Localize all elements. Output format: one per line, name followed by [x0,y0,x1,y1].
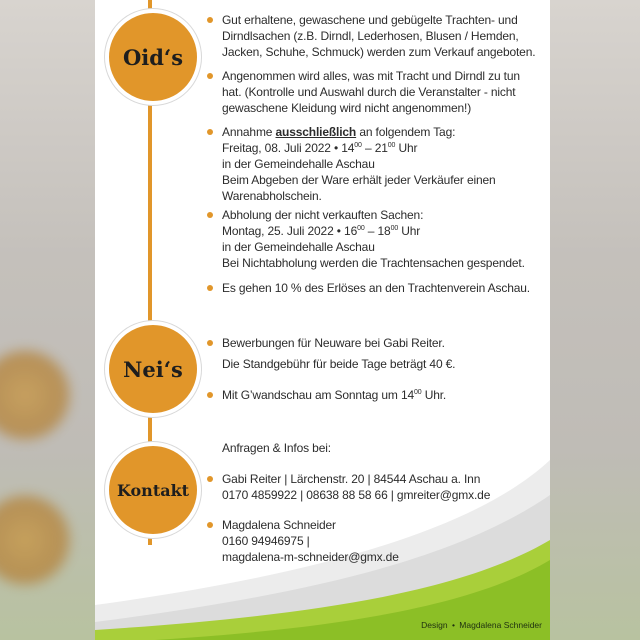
oids-item-pickup [222,207,542,271]
text-line: Die Standgebühr für beide Tage beträgt 40 €. [222,357,456,371]
text-line: Es gehen 10 % des Erlöses an den Trachtenverein Aschau. [222,281,530,295]
section-badge-label: Kontakt [116,480,190,500]
oids-item-dropoff [222,124,542,204]
emphasis-text: ausschließlich [275,125,357,139]
text-line: hat. (Kontrolle und Auswahl durch die Veranstalter - nicht [222,85,516,99]
section-badge-kontakt [105,442,201,538]
text-line: gewaschene Kleidung wird nicht angenommen!) [222,101,472,115]
text-line: Angenommen wird alles, was mit Tracht und Dirndl zu tun [222,69,520,83]
kontakt-contact-magdalena [222,517,542,565]
text-line: Magdalena Schneider [222,518,336,532]
text-line: Beim Abgeben der Ware erhält jeder Verkäufer einen [222,173,496,187]
text: Annahme [222,125,273,139]
dropoff-date-time: Freitag, 08. Juli 2022 • $14^{00} - 21^{00}$ Uhr [222,141,418,155]
text-line: Gut erhaltene, gewaschene und gebügelte Trachten- und [222,13,518,27]
section-badge-label: Oid‘s [122,44,184,70]
pickup-date-time: Montag, 25. Juli 2022 • $16^{00} - 18^{00}$ Uhr [222,224,421,238]
text: an folgendem Tag: [359,125,456,139]
kontakt-contact-gabi [222,471,542,503]
text-line: 0160 94946975 | [222,534,310,548]
text-line: Bewerbungen für Neuware bei Gabi Reiter. [222,336,445,350]
oids-item-proceeds [222,280,542,296]
text-line: in der Gemeindehalle Aschau [222,157,375,171]
section-badge-oids [105,9,201,105]
text-line: Warenabholschein. [222,189,322,203]
text-line: Abholung der nicht verkauften Sachen: [222,208,424,222]
text-line: Anfragen & Infos bei: [222,441,331,455]
kontakt-intro [222,440,542,456]
text-line: Dirndlsachen (z.B. Dirndl, Lederhosen, Blusen / Hemden, [222,29,519,43]
neis-item-fashion-show: Mit G’wandschau am Sonntag um $14^{00}$ Uhr. [222,387,542,403]
text-line: in der Gemeindehalle Aschau [222,240,375,254]
design-credit: Design • Magdalena Schneider [421,620,542,630]
text-line: Jacken, Schuhe, Schmuck) werden zum Verkauf angeboten. [222,45,536,59]
oids-item-acceptance [222,68,542,116]
neis-item-applications [222,335,542,372]
oids-item-offer [222,12,542,60]
text-line: Gabi Reiter | Lärchenstr. 20 | 84544 Aschau a. Inn [222,472,481,486]
text-line: Bei Nichtabholung werden die Trachtensachen gespendet. [222,256,525,270]
text-line: 0170 4859922 | 08638 88 58 66 | gmreiter@gmx.de [222,488,491,502]
section-badge-label: Nei‘s [123,356,183,382]
flyer-card [95,0,550,640]
section-badge-neis [105,321,201,417]
text-line: magdalena-m-schneider@gmx.de [222,550,399,564]
